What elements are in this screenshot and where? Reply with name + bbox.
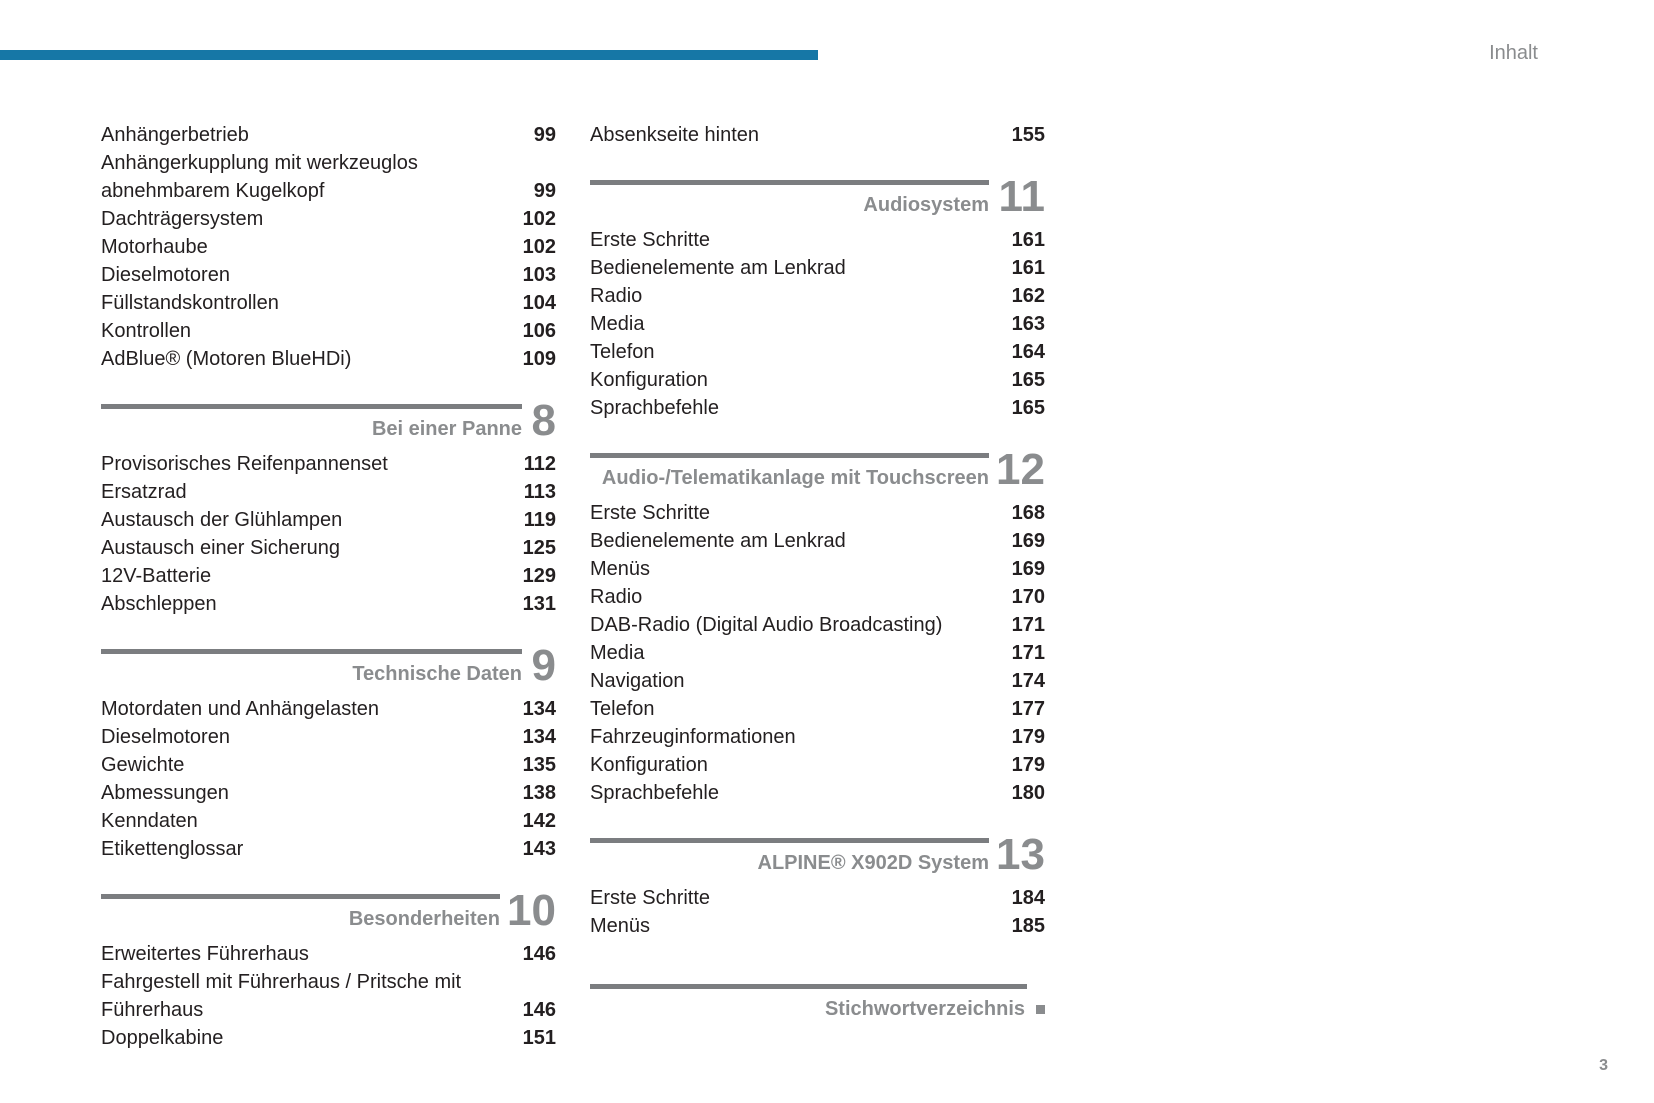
toc-entry-page: 171 <box>1011 642 1045 664</box>
toc-entry-label: Motorhaube <box>101 236 208 258</box>
toc-entry-label: Radio <box>590 586 643 608</box>
toc-entry[interactable] <box>101 450 556 478</box>
toc-entry-label: Erste Schritte <box>590 229 711 251</box>
toc-entry-label: Telefon <box>590 698 655 720</box>
section-heading[interactable] <box>101 886 556 937</box>
toc-entry-label: Konfiguration <box>590 369 708 391</box>
section-number: 10 <box>507 886 556 935</box>
section-title: Technische Daten <box>352 663 522 685</box>
toc-entry-page: 125 <box>522 537 556 559</box>
section-number: 8 <box>531 396 556 445</box>
toc-left-column <box>101 121 556 1052</box>
toc-entry[interactable] <box>590 555 1045 583</box>
toc-entry[interactable] <box>590 583 1045 611</box>
section-number: 11 <box>998 172 1045 221</box>
toc-entry-page: 103 <box>522 264 556 286</box>
toc-entry[interactable] <box>101 317 556 345</box>
section-number: 12 <box>996 445 1045 494</box>
section-heading[interactable] <box>101 396 556 447</box>
toc-entry-label: Telefon <box>590 341 655 363</box>
toc-entry-page: 169 <box>1011 558 1045 580</box>
toc-entry-label: Doppelkabine <box>101 1027 224 1049</box>
toc-entry-page: 151 <box>522 1027 556 1049</box>
toc-entry-label: Abschleppen <box>101 593 217 615</box>
toc-entry-label: Erste Schritte <box>590 502 711 524</box>
toc-entry-page: 119 <box>523 509 556 531</box>
section-rule <box>590 453 989 458</box>
toc-entry-label: Anhängerkupplung mit werkzeuglos <box>101 152 418 174</box>
index-title: Stichwortverzeichnis <box>824 998 1025 1020</box>
section-title: ALPINE® X902D System <box>757 852 989 874</box>
toc-entry-label: Austausch der Glühlampen <box>101 509 343 531</box>
section-number: 9 <box>531 641 556 690</box>
toc-entry[interactable] <box>101 205 556 233</box>
toc-entry-page: 134 <box>522 726 556 748</box>
toc-entry-label: abnehmbarem Kugelkopf <box>101 180 325 202</box>
section-rule <box>101 894 500 899</box>
toc-entry[interactable] <box>590 394 1045 422</box>
toc-entry[interactable] <box>590 723 1045 751</box>
toc-entry[interactable] <box>590 282 1045 310</box>
toc-entry-label: Erste Schritte <box>590 887 711 909</box>
header-accent-bar <box>0 50 818 60</box>
toc-entry[interactable] <box>101 345 556 373</box>
toc-entry-label: Etikettenglossar <box>101 838 244 860</box>
toc-entry-page: 174 <box>1011 670 1045 692</box>
toc-entry[interactable] <box>590 310 1045 338</box>
toc-entry-page: 164 <box>1011 341 1045 363</box>
toc-entry-page: 177 <box>1011 698 1045 720</box>
toc-entry[interactable] <box>101 261 556 289</box>
toc-entry[interactable] <box>101 289 556 317</box>
toc-entry-page: 129 <box>522 565 556 587</box>
toc-entry[interactable] <box>101 149 556 177</box>
toc-entry-label: AdBlue® (Motoren BlueHDi) <box>101 348 352 370</box>
toc-entry-label: Navigation <box>590 670 685 692</box>
toc-entry-page: 161 <box>1011 229 1045 251</box>
toc-entry[interactable] <box>590 695 1045 723</box>
toc-entry[interactable] <box>590 254 1045 282</box>
toc-entry-label: Radio <box>590 285 643 307</box>
toc-entry-label: Erweitertes Führerhaus <box>101 943 309 965</box>
toc-entry-page: 184 <box>1011 887 1045 909</box>
toc-entry[interactable] <box>101 1024 556 1052</box>
toc-entry-label: Abmessungen <box>101 782 229 804</box>
toc-entry[interactable] <box>101 590 556 618</box>
toc-entry[interactable] <box>101 940 556 968</box>
toc-entry-page: 112 <box>523 453 556 475</box>
toc-entry-label: Bedienelemente am Lenkrad <box>590 257 846 279</box>
toc-entry-label: Konfiguration <box>590 754 708 776</box>
toc-entry[interactable] <box>590 226 1045 254</box>
toc-entry-label: 12V-Batterie <box>101 565 212 587</box>
section-title: Audiosystem <box>863 194 989 216</box>
toc-entry-page: 179 <box>1011 726 1045 748</box>
toc-entry[interactable] <box>590 912 1045 940</box>
toc-entry[interactable] <box>101 996 556 1024</box>
section-rule <box>590 838 989 843</box>
section-title: Audio-/Telematikanlage mit Touchscreen <box>601 467 989 489</box>
section-rule <box>101 649 522 654</box>
toc-entry[interactable] <box>101 807 556 835</box>
toc-entry-page: 179 <box>1011 754 1045 776</box>
toc-entry[interactable] <box>590 499 1045 527</box>
toc-entry-page: 165 <box>1011 397 1045 419</box>
toc-entry-label: Kontrollen <box>101 320 192 342</box>
toc-entry[interactable] <box>590 884 1045 912</box>
page-number: 3 <box>1599 1057 1608 1074</box>
toc-entry[interactable] <box>101 835 556 863</box>
toc-entry-page: 162 <box>1011 285 1045 307</box>
toc-entry-page: 99 <box>533 180 556 202</box>
section-heading[interactable] <box>101 641 556 692</box>
toc-entry-page: 146 <box>522 943 556 965</box>
toc-entry-label: Führerhaus <box>101 999 204 1021</box>
toc-entry[interactable] <box>101 562 556 590</box>
toc-entry[interactable] <box>101 121 556 149</box>
toc-entry-page: 102 <box>522 208 556 230</box>
toc-entry-page: 131 <box>522 593 556 615</box>
toc-entry-page: 170 <box>1011 586 1045 608</box>
toc-entry-label: Füllstandskontrollen <box>101 292 279 314</box>
toc-entry-page: 146 <box>522 999 556 1021</box>
toc-entry-label: Austausch einer Sicherung <box>101 537 341 559</box>
section-rule <box>590 180 989 185</box>
index-heading[interactable] <box>590 976 1045 1020</box>
toc-entry[interactable] <box>590 667 1045 695</box>
toc-entry[interactable] <box>101 695 556 723</box>
toc-entry-page: 135 <box>522 754 556 776</box>
toc-right-column <box>590 121 1045 1020</box>
toc-entry-label: Absenkseite hinten <box>590 124 760 146</box>
toc-entry-label: Motordaten und Anhängelasten <box>101 698 379 720</box>
toc-entry[interactable] <box>101 751 556 779</box>
toc-entry-label: Dieselmotoren <box>101 264 230 286</box>
toc-entry-label: DAB-Radio (Digital Audio Broadcasting) <box>590 614 943 636</box>
toc-entry[interactable] <box>101 968 556 996</box>
toc-entry-label: Dieselmotoren <box>101 726 230 748</box>
toc-entry-page: 169 <box>1011 530 1045 552</box>
toc-entry-page: 155 <box>1011 124 1045 146</box>
section-heading[interactable] <box>590 172 1045 223</box>
toc-entry-page: 163 <box>1011 313 1045 335</box>
toc-entry[interactable] <box>590 338 1045 366</box>
toc-entry[interactable] <box>590 611 1045 639</box>
toc-entry-label: Dachträgersystem <box>101 208 264 230</box>
toc-entry[interactable] <box>590 779 1045 807</box>
toc-entry-label: Provisorisches Reifenpannenset <box>101 453 388 475</box>
toc-entry-page: 161 <box>1011 257 1045 279</box>
toc-entry-label: Sprachbefehle <box>590 782 719 804</box>
toc-entry-label: Fahrgestell mit Führerhaus / Pritsche mit <box>101 971 462 993</box>
toc-entry[interactable] <box>101 779 556 807</box>
toc-entry-page: 134 <box>522 698 556 720</box>
section-rule <box>590 984 1027 989</box>
toc-entry[interactable] <box>590 121 1045 149</box>
section-heading[interactable] <box>590 830 1045 881</box>
toc-entry-page: 185 <box>1011 915 1045 937</box>
toc-entry[interactable] <box>590 751 1045 779</box>
toc-entry-label: Menüs <box>590 558 651 580</box>
section-rule <box>101 404 522 409</box>
toc-entry-page: 109 <box>522 348 556 370</box>
toc-entry-label: Ersatzrad <box>101 481 187 503</box>
toc-entry[interactable] <box>590 366 1045 394</box>
toc-entry-label: Media <box>590 642 645 664</box>
toc-entry[interactable] <box>590 639 1045 667</box>
toc-entry[interactable] <box>101 534 556 562</box>
toc-entry-label: Bedienelemente am Lenkrad <box>590 530 846 552</box>
toc-entry-label: Menüs <box>590 915 651 937</box>
toc-entry-page: 165 <box>1011 369 1045 391</box>
toc-entry-page: 171 <box>1011 614 1045 636</box>
toc-entry-page: 142 <box>522 810 556 832</box>
toc-entry-page: 113 <box>523 481 556 503</box>
toc-entry-label: Media <box>590 313 645 335</box>
toc-entry-page: 99 <box>533 124 556 146</box>
toc-entry[interactable] <box>101 478 556 506</box>
toc-entry-page: 143 <box>522 838 556 860</box>
toc-entry-label: Gewichte <box>101 754 185 776</box>
toc-entry-page: 168 <box>1011 502 1045 524</box>
toc-entry[interactable] <box>101 506 556 534</box>
toc-entry-label: Anhängerbetrieb <box>101 124 249 146</box>
toc-entry[interactable] <box>101 233 556 261</box>
toc-entry-label: Sprachbefehle <box>590 397 719 419</box>
header-title: Inhalt <box>1489 42 1538 64</box>
toc-entry-page: 180 <box>1011 782 1045 804</box>
toc-entry-page: 104 <box>522 292 556 314</box>
toc-entry-page: 102 <box>522 236 556 258</box>
toc-entry[interactable] <box>590 527 1045 555</box>
square-bullet-icon <box>1036 1005 1045 1014</box>
toc-entry-page: 106 <box>522 320 556 342</box>
toc-entry-label: Fahrzeuginformationen <box>590 726 796 748</box>
toc-entry[interactable] <box>101 723 556 751</box>
toc-entry[interactable] <box>101 177 556 205</box>
section-heading[interactable] <box>590 445 1045 496</box>
toc-entry-label: Kenndaten <box>101 810 198 832</box>
toc-entry-page: 138 <box>522 782 556 804</box>
section-title: Besonderheiten <box>348 908 500 930</box>
section-number: 13 <box>996 830 1045 879</box>
section-title: Bei einer Panne <box>371 418 522 440</box>
